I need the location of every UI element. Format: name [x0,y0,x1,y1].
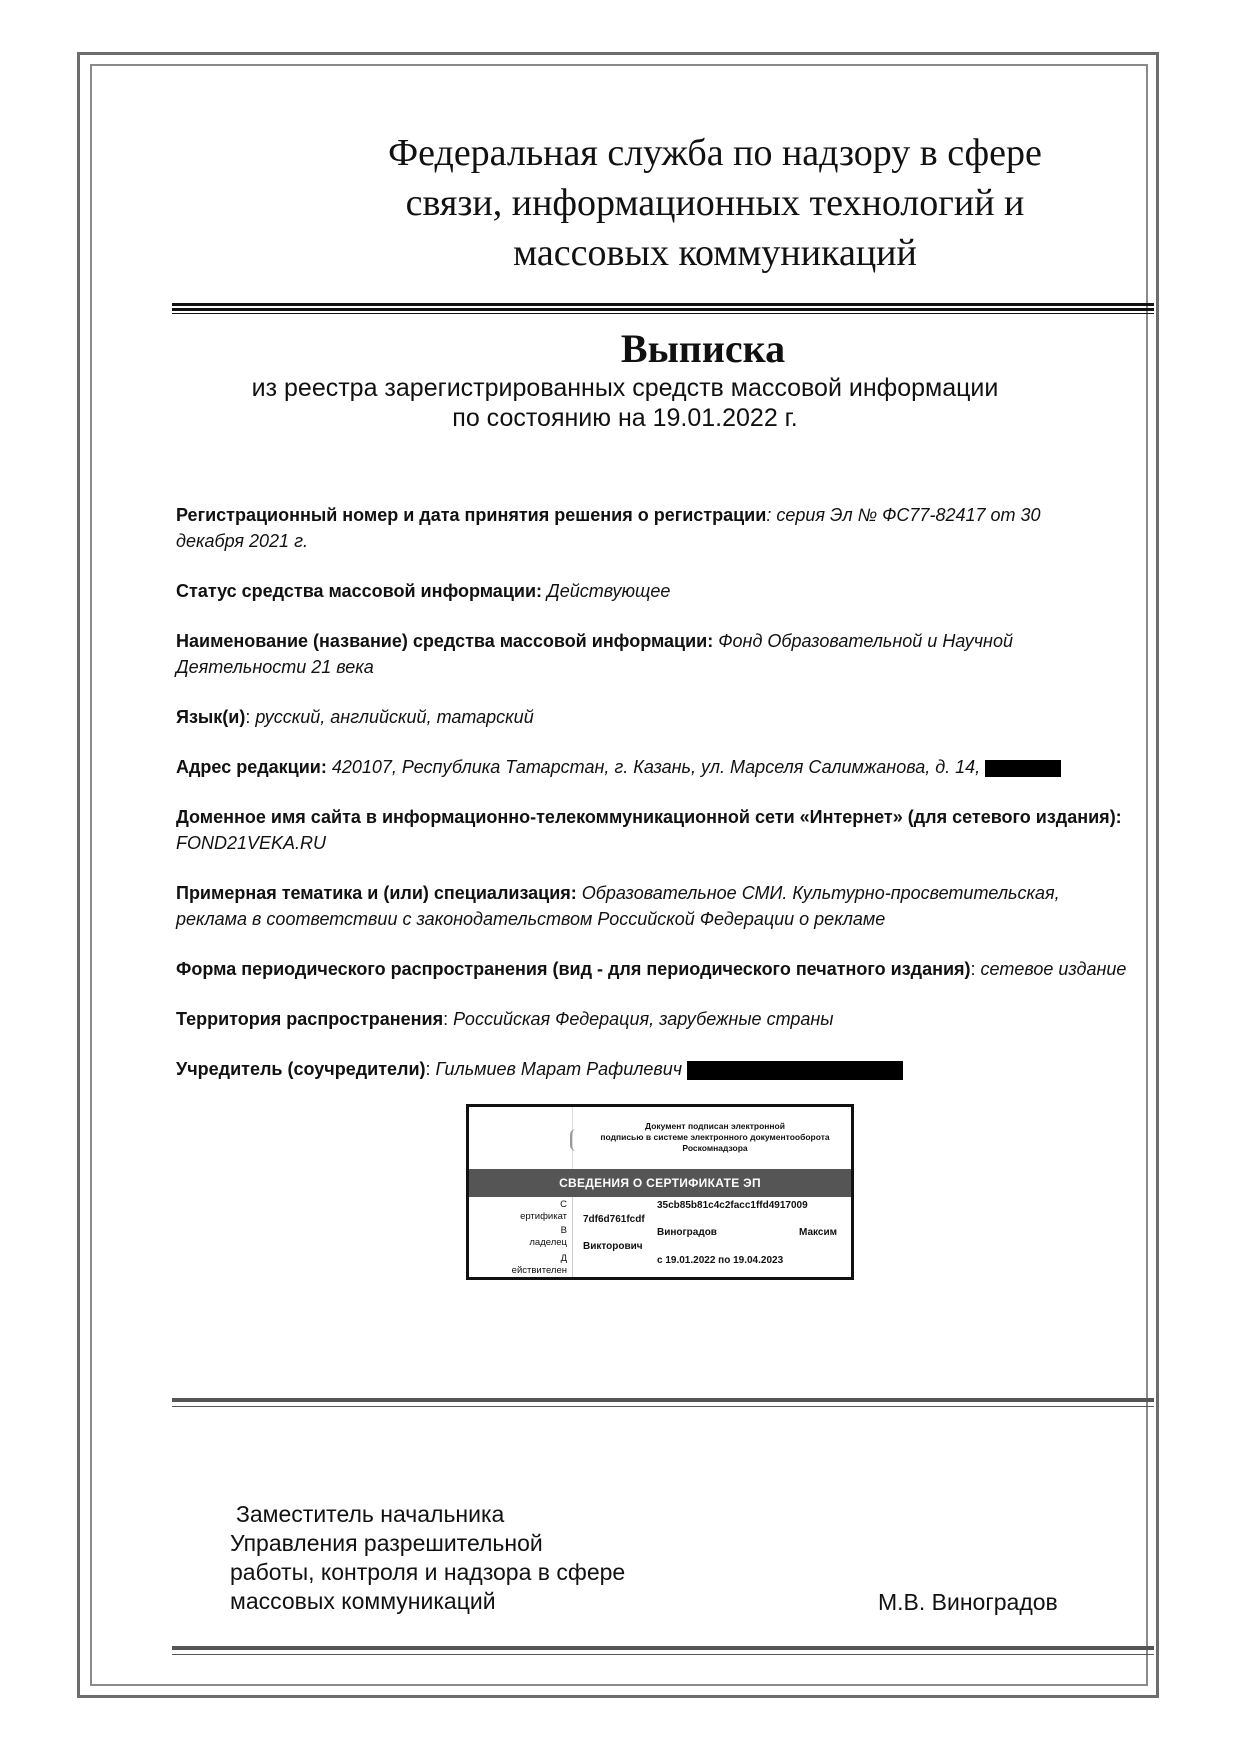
registration-value-1: серия Эл № ФС77-82417 от 30 [771,505,1041,525]
valid-value: с 19.01.2022 по 19.04.2023 [657,1255,784,1266]
agency-line-3: массовых коммуникаций [513,232,917,274]
topic-value-1: Образовательное СМИ. Культурно-просветительская, [576,883,1060,903]
footer-divider [172,1398,1154,1407]
header-divider [172,303,1154,314]
field-address [176,754,1166,780]
signature-certificate-stamp [466,1104,854,1280]
founder-sep: : [425,1059,431,1079]
territory-label: Территория распространения [176,1009,444,1029]
field-status [176,578,1166,604]
certificate-band: СВЕДЕНИЯ О СЕРТИФИКАТЕ ЭП [469,1169,851,1197]
founder-label: Учредитель (соучредители) [176,1059,426,1079]
agency-name [330,128,1100,278]
domain-label: Доменное имя сайта в информационно-телекоммуникационной сети «Интернет» (для сетевого издания): [176,807,1122,827]
registration-label: Регистрационный номер и дата принятия решения о регистрации [176,505,767,525]
signer-position-line-2: Управления разрешительной [230,1530,543,1556]
topic-label: Примерная тематика и (или) специализация: [176,883,577,903]
redaction-bar [687,1061,903,1080]
languages-sep: : [245,707,251,727]
status-label: Статус средства массовой информации: [176,581,543,601]
valid-label-b: ействителен [511,1265,567,1276]
media-name-value-1: Фонд Образовательной и Научной [713,631,1013,651]
valid-label-a: Д [560,1253,567,1264]
bottom-divider [172,1646,1154,1655]
signer-name: М.В. Виноградов [878,1589,1058,1615]
field-founder [176,1056,1166,1082]
owner-value-a: Виноградов [657,1227,717,1238]
address-label: Адрес редакции: [176,757,327,777]
field-media-name [176,628,1166,680]
address-value: 420107, Республика Татарстан, г. Казань, ул. Марселя Салимжанова, д. 14, [326,757,986,777]
registration-sep: : [766,505,772,525]
redaction-bar [985,760,1061,777]
form-value: сетевое издание [975,959,1127,979]
signer-position-line-3: работы, контроля и надзора в сфере [230,1559,626,1585]
form-sep: : [970,959,976,979]
media-name-value-2: Деятельности 21 века [176,657,374,677]
subtitle-line-2: по состоянию на 19.01.2022 г. [452,404,798,432]
field-domain [176,804,1166,856]
owner-value-b: Максим [799,1227,837,1238]
topic-value-2: реклама в соответствии с законодательством Российской Федерации о рекламе [176,909,886,929]
cert-value-2: 7df6d761fcdf [583,1214,645,1225]
languages-value: русский, английский, татарский [250,707,534,727]
agency-line-2: связи, информационных технологий и [405,182,1025,224]
certificate-note-line-1: Документ подписан электронной [645,1121,785,1131]
signer-position-line-1: Заместитель начальника [236,1501,505,1527]
agency-line-1: Федеральная служба по надзору в сфере [388,132,1042,174]
owner-value-2: Викторович [583,1241,643,1252]
certificate-note [585,1121,845,1154]
status-value: Действующее [542,581,671,601]
owner-label-a: В [560,1225,567,1236]
founder-value: Гильмиев Марат Рафилевич [430,1059,688,1079]
form-label: Форма периодического распространения (вид - для периодического печатного издания) [176,959,971,979]
subtitle-line-1: из реестра зарегистрированных средств массовой информации [251,374,999,402]
cert-value-1: 35cb85b81c4c2facc1ffd4917009 [657,1200,808,1211]
document-subtitle [210,373,1040,433]
certificate-note-line-3: Роскомнадзора [682,1143,748,1153]
territory-value: Российская Федерация, зарубежные страны [448,1009,834,1029]
media-name-label: Наименование (название) средства массовой информации: [176,631,714,651]
domain-value: FOND21VEKA.RU [176,833,327,853]
signer-position [230,1500,625,1616]
field-languages [176,704,1166,730]
territory-sep: : [443,1009,449,1029]
cert-label-a: С [560,1199,567,1210]
registration-value-2: декабря 2021 г. [176,531,308,551]
languages-label: Язык(и) [176,707,246,727]
field-distribution-form [176,956,1166,982]
field-registration [176,502,1166,554]
certificate-note-line-2: подписью в системе электронного документооборота [600,1132,830,1142]
signer-position-line-4: массовых коммуникаций [230,1588,496,1614]
field-territory [176,1006,1166,1032]
field-topic [176,880,1166,932]
document-title: Выписка [620,326,786,371]
cert-label-b: ертификат [520,1211,567,1222]
owner-label-b: ладелец [529,1237,567,1248]
